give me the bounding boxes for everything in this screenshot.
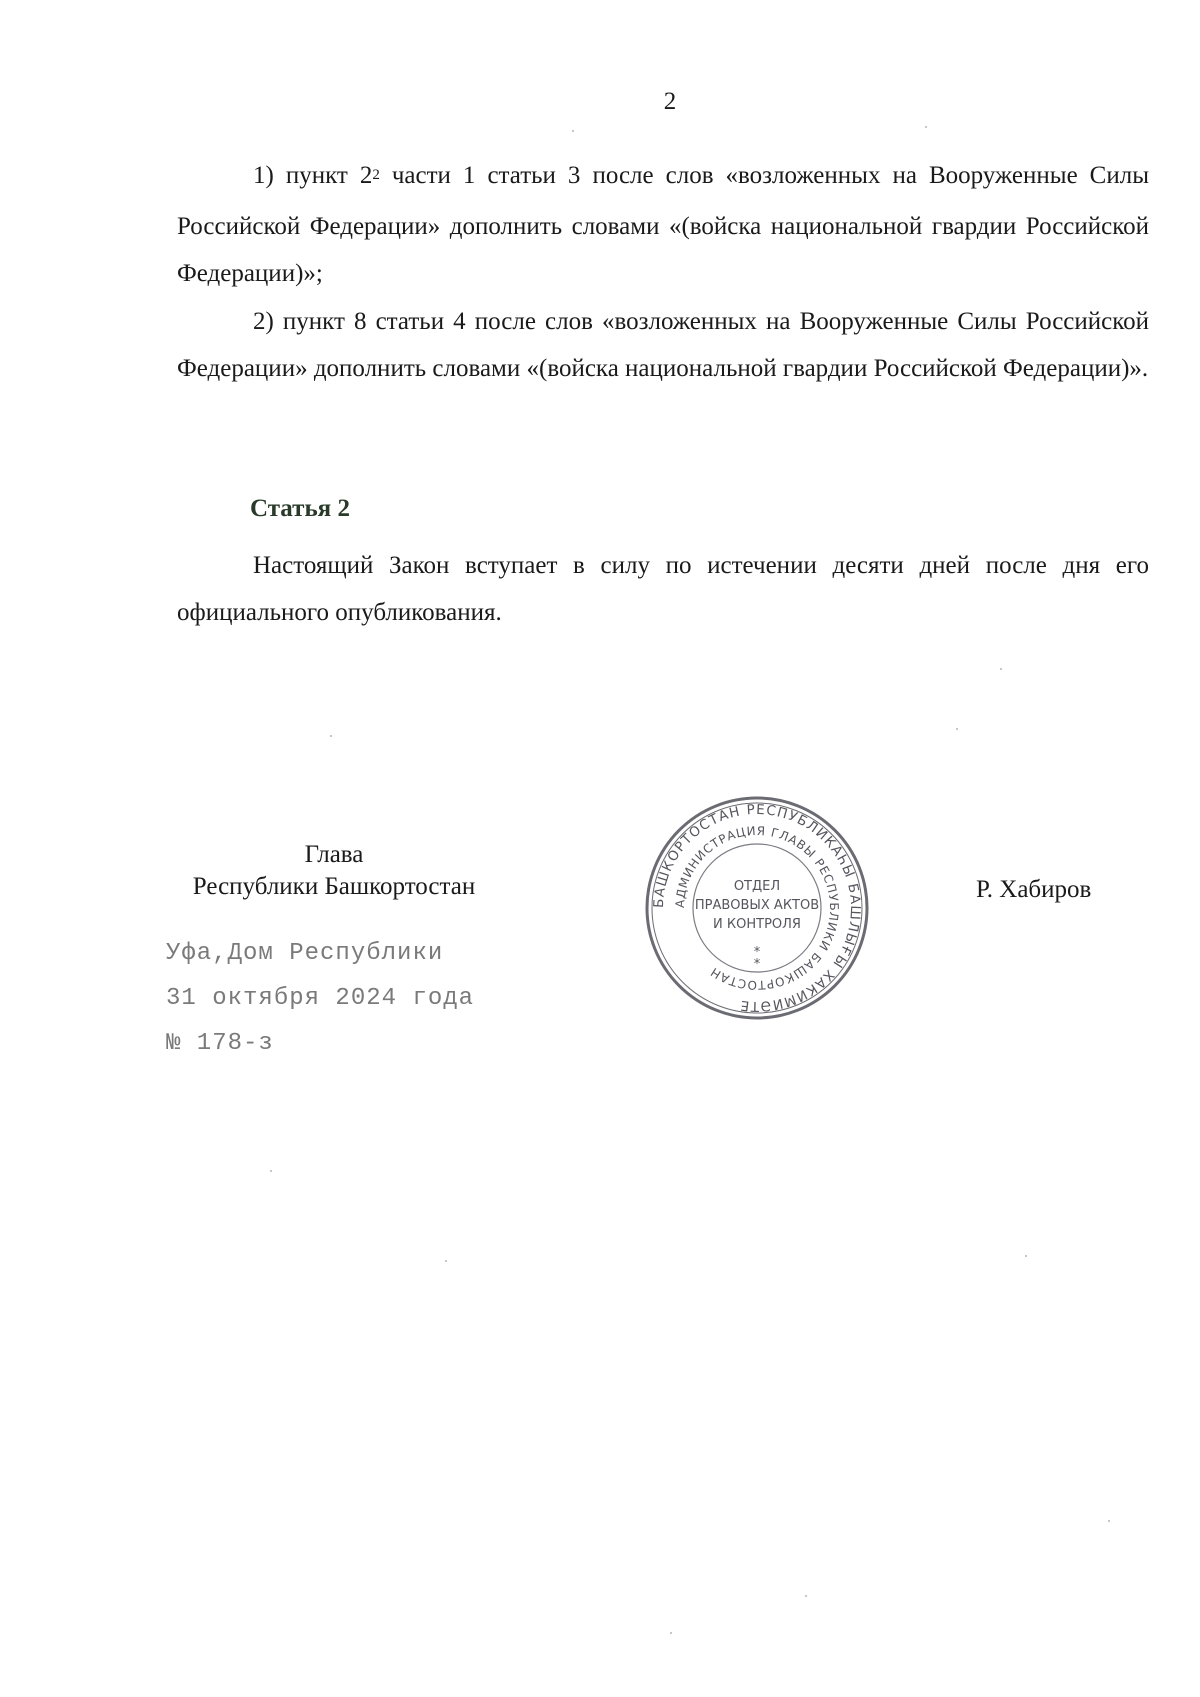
signatory-title-line-2: Республики Башкортостан — [192, 873, 476, 900]
clause-2-text: 2) пункт 8 статьи 4 после слов «возложенных на Вооруженные Силы Российской Федерации» дополнить словами «(войска национальной гвардии Российской Федерации)». — [177, 308, 1149, 382]
article-2-heading: Статья 2 — [250, 495, 350, 522]
clause-2-paragraph — [177, 298, 1149, 392]
typed-law-number: № 178-з — [166, 1030, 274, 1057]
scan-speck — [1108, 1520, 1110, 1522]
clause-1-paragraph — [177, 152, 1149, 297]
stamp-inner-text: АДМИНИСТРАЦИЯ ГЛАВЫ РЕСПУБЛИКИ БАШКОРТОСТАН — [672, 823, 842, 993]
signatory-name: Р. Хабиров — [976, 876, 1092, 903]
typed-date: 31 октября 2024 года — [166, 985, 475, 1012]
signatory-title-line-1: Глава — [304, 841, 364, 868]
signatory-title — [170, 839, 498, 903]
scan-speck — [1025, 1255, 1027, 1257]
scan-speck — [572, 130, 574, 132]
stamp-center-line-3: И КОНТРОЛЯ — [713, 917, 801, 932]
clause-1-superscript: 2 — [372, 167, 380, 183]
page-number: 2 — [663, 88, 677, 115]
scan-speck — [670, 1632, 672, 1634]
scan-speck — [956, 728, 958, 730]
scan-speck — [270, 1170, 272, 1172]
official-stamp — [643, 794, 871, 1022]
stamp-center-line-1: ОТДЕЛ — [733, 879, 781, 894]
scan-speck — [925, 126, 927, 128]
typed-place: Уфа,Дом Республики — [166, 940, 444, 967]
scan-speck — [330, 735, 332, 737]
stamp-outer-text: БАШКОРТОСТАН РЕСПУБЛИКАҺЫ БАШЛЫҒЫ ХАКИМИӘТЕ — [650, 801, 864, 1015]
article-2-paragraph — [177, 542, 1149, 636]
scan-speck — [805, 1595, 807, 1597]
stamp-star-top: * — [753, 945, 761, 960]
stamp-center-line-2: ПРАВОВЫХ АКТОВ — [694, 898, 820, 913]
article-2-text: Настоящий Закон вступает в силу по истечении десяти дней после дня его официального опубликования. — [177, 552, 1149, 626]
stamp-star-bottom: * — [753, 957, 761, 972]
clause-1-rest: части 1 статьи 3 после слов «возложенных на Вооруженные Силы Российской Федерации» дополнить словами «(войска национальной гвардии Российской Федерации)»; — [177, 162, 1149, 287]
scan-speck — [1000, 668, 1002, 670]
clause-1-start: 1) пункт 2 — [253, 162, 373, 189]
scan-speck — [445, 1260, 447, 1262]
